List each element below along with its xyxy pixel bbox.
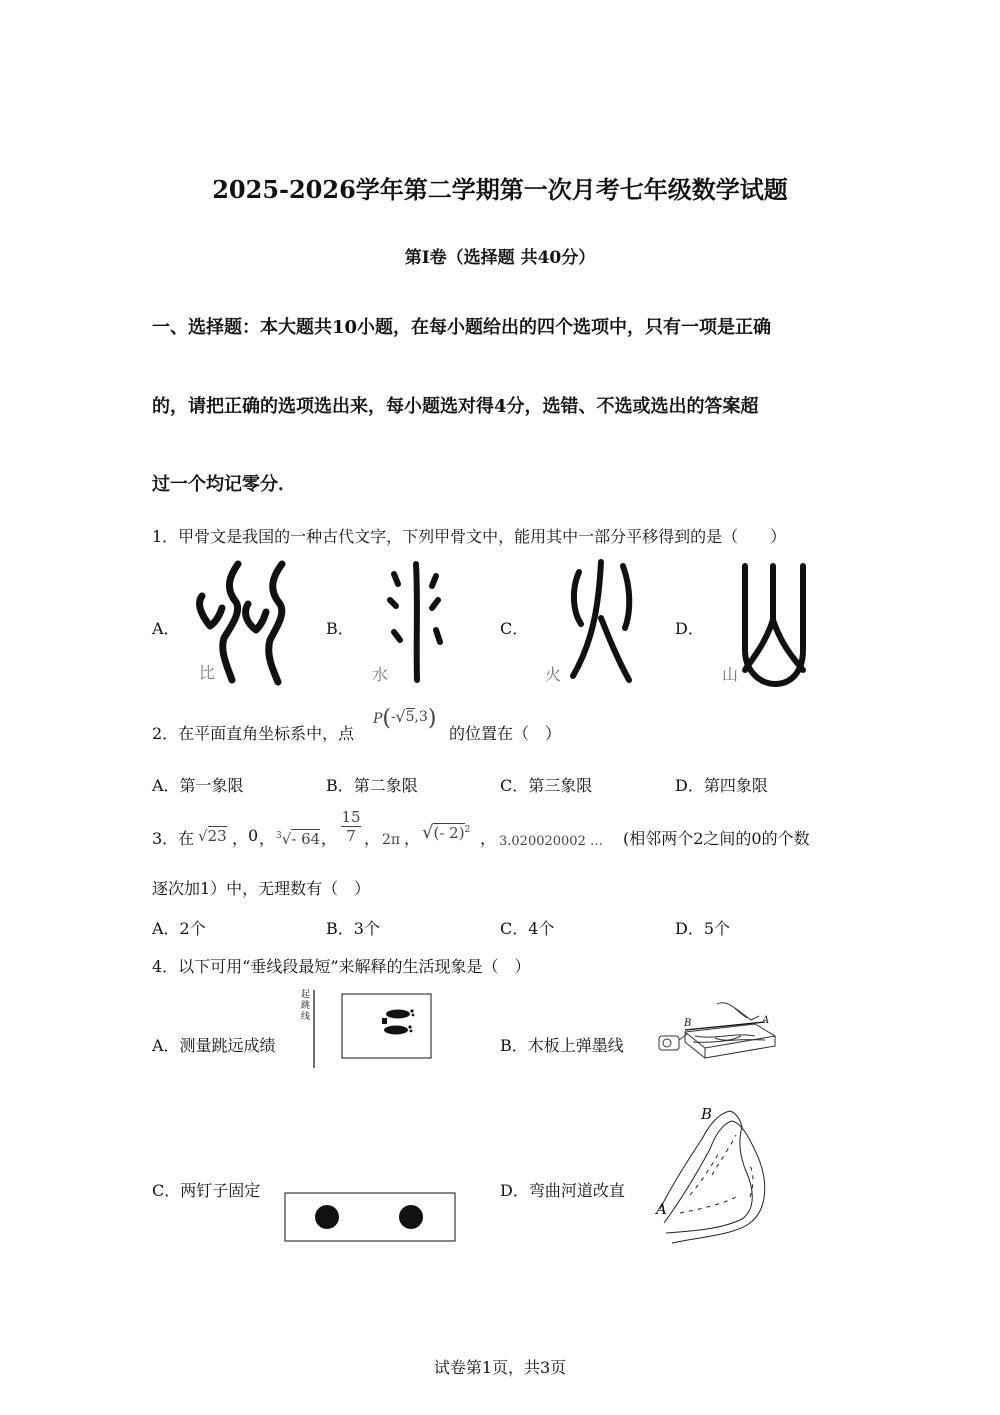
- q3-sq-exp: 2: [464, 825, 471, 835]
- q1-option-a-label: A．: [152, 619, 180, 638]
- two-nails-figure: [284, 1192, 458, 1244]
- q3-sep-1: ，: [232, 829, 249, 848]
- q4-option-b: B．木板上弹墨线: [500, 1036, 624, 1055]
- q3-option-c: C．4个: [500, 919, 555, 938]
- q2-point-expression: [373, 706, 437, 731]
- q1-option-b-label: B．: [326, 619, 354, 638]
- q3-sqrt-square: [422, 822, 470, 843]
- q3-cbrt-index: 3: [276, 831, 282, 841]
- nail-icon: [399, 1205, 423, 1229]
- question-2-stem-prefix: 2．在平面直角坐标系中，点: [152, 724, 355, 743]
- q2-root-value: 5: [405, 709, 415, 725]
- q1-char-d: 山: [722, 665, 739, 684]
- q3-option-b: B．3个: [326, 919, 380, 938]
- q2-option-b: B．第二象限: [326, 776, 418, 795]
- q3-decimal: 3.020020002 …: [499, 834, 603, 849]
- long-jump-figure: [296, 988, 436, 1070]
- river-label-a: A: [656, 1200, 667, 1218]
- q1-char-a: 比: [199, 663, 216, 682]
- page-title: 2025-2026学年第二学期第一次月考七年级数学试题: [212, 175, 788, 204]
- q1-char-c: 火: [545, 665, 562, 684]
- q3-frac-num: 15: [341, 808, 361, 826]
- q3-sqrt23-value: 23: [207, 827, 227, 845]
- nail-icon: [315, 1205, 339, 1229]
- q3-note: (相邻两个2之间的0的个数: [623, 829, 810, 848]
- q3-sqrt23: [198, 827, 227, 845]
- q4-option-d: D．弯曲河道改直: [500, 1181, 625, 1200]
- q3-fraction: [341, 808, 361, 845]
- sqrt-icon: √: [281, 830, 292, 848]
- q3-sep-3: ，: [321, 829, 338, 848]
- page-footer: 试卷第1页，共3页: [433, 1358, 567, 1377]
- sqrt-icon: √: [395, 707, 406, 726]
- q2-close-paren: ): [427, 706, 437, 731]
- q4-option-a: A．测量跳远成绩: [152, 1036, 276, 1055]
- q2-option-a: A．第一象限: [152, 776, 244, 795]
- q3-zero: 0: [248, 826, 259, 845]
- q2-point-letter: P: [373, 711, 383, 727]
- q1-option-d-label: D．: [675, 619, 704, 638]
- question-1-stem: 1．甲骨文是我国的一种古代文字，下列甲骨文中，能用其中一部分平移得到的是（ ）: [152, 527, 787, 546]
- board-label-b: B: [684, 1018, 692, 1029]
- q2-option-c: C．第三象限: [500, 776, 593, 795]
- q3-sep-2: ，: [259, 829, 276, 848]
- sqrt-icon: √: [198, 827, 208, 845]
- ink-line-board-figure: [655, 996, 780, 1066]
- oracle-glyph-huo-icon: [565, 558, 645, 688]
- oracle-glyph-shui-icon: [380, 560, 450, 690]
- q1-option-c-label: C．: [500, 619, 529, 638]
- question-4-stem: 4．以下可用“垂线段最短”来解释的生活现象是（ ）: [152, 957, 531, 976]
- section-instruction-line2: 的，请把正确的选项选出来，每小题选对得4分，选错、不选或选出的答案超: [152, 396, 759, 417]
- question-3-prefix: 3．在: [152, 829, 195, 848]
- q1-char-b: 水: [372, 665, 389, 684]
- q2-option-d: D．第四象限: [675, 776, 768, 795]
- q3-two-pi: 2π: [382, 832, 401, 848]
- board-label-a: A: [762, 1015, 770, 1026]
- q3-option-d: D．5个: [675, 919, 731, 938]
- footprints-icon: [382, 1009, 414, 1034]
- question-3-line2: 逐次加1）中，无理数有（ ）: [152, 879, 371, 898]
- q2-neg-sign: -: [391, 710, 396, 725]
- q2-open-paren: (: [382, 706, 392, 731]
- oracle-glyph-shan-icon: [735, 560, 815, 688]
- section-instruction-line3: 过一个均记零分．: [152, 474, 296, 495]
- question-2-stem-suffix: 的位置在（ ）: [449, 724, 562, 743]
- sqrt-icon: √: [422, 822, 434, 843]
- q3-sep-4: ，: [364, 829, 381, 848]
- section-instruction-line1: 一、选择题：本大题共10小题，在每小题给出的四个选项中，只有一项是正确: [152, 317, 772, 338]
- q4-option-c: C．两钉子固定: [152, 1181, 261, 1200]
- q3-cube-root: [276, 830, 320, 848]
- q3-sep-6: ，: [480, 829, 497, 848]
- river-bend-figure: [650, 1105, 775, 1245]
- river-label-b: B: [701, 1105, 713, 1123]
- q3-frac-den: 7: [346, 827, 356, 845]
- takeoff-line-label: 起跳线: [301, 990, 311, 1022]
- q3-cbrt-value: - 64: [291, 830, 321, 848]
- q3-option-a: A．2个: [152, 919, 206, 938]
- q3-sep-5: ，: [404, 829, 421, 848]
- section-subtitle: 第Ⅰ卷（选择题 共40分）: [404, 248, 596, 268]
- q3-sq-inner: (- 2): [433, 824, 465, 842]
- q2-coord-rest: ,3: [414, 709, 428, 725]
